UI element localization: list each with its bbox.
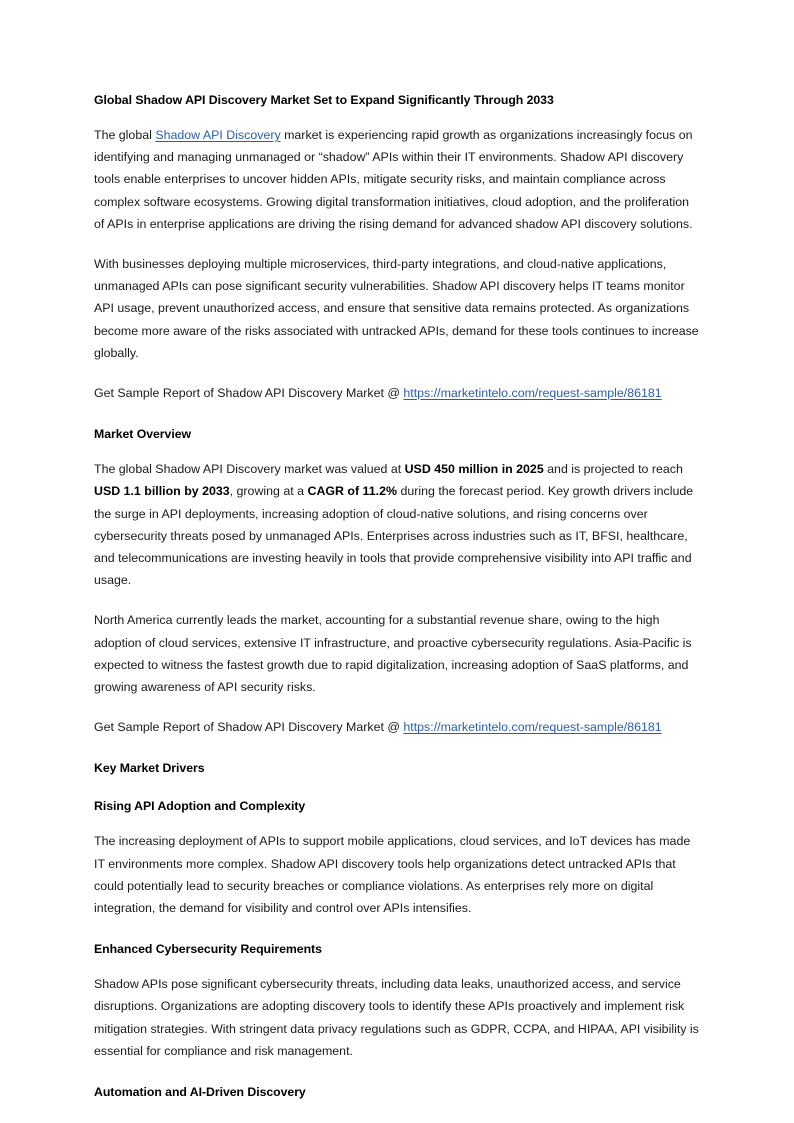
intro-paragraph-1 [94,124,700,235]
overview-run-d: , growing at a [229,484,308,499]
overview-run-a: The global Shadow API Discovery market was valued at [94,462,405,477]
market-overview-paragraph-2: North America currently leads the market, accounting for a substantial revenue share, owing to the high adoption of cloud services, extensive IT infrastructure, and proactive cybersecurity regulations. Asia-Pacific is expected to witness the fastest growth due to rapid digitalization, increasing adoption of SaaS platforms, and growing awareness of API security risks. [94,613,692,695]
driver-2-paragraph: Shadow APIs pose significant cybersecurity threats, including data leaks, unauthorized access, and service disruptions. Organizations are adopting discovery tools to identify these APIs proactively and implement risk mitigation strategies. With stringent data privacy regulations such as GDPR, CCPA, and HIPAA, API visibility is essential for compliance and risk management. [94,977,699,1058]
intro-paragraph-2: With businesses deploying multiple microservices, third-party integrations, and cloud-native applications, unmanaged APIs can pose significant security vulnerabilities. Shadow API discovery helps IT teams monitor API usage, prevent unauthorized access, and ensure that sensitive data remains protected. As organizations become more aware of the risks associated with untracked APIs, demand for these tools continues to increase globally. [94,257,699,360]
market-value-2033: USD 1.1 billion by 2033 [94,484,230,499]
sample-report-cta-2-text: Get Sample Report of Shadow API Discovery Market @ [94,720,404,735]
sample-report-cta-2 [94,716,700,738]
market-overview-heading: Market Overview [94,427,191,442]
market-cagr: CAGR of 11.2% [307,484,398,499]
document-body [94,92,700,1100]
driver-2-heading: Enhanced Cybersecurity Requirements [94,942,322,957]
page-title [94,92,700,108]
driver-1-heading: Rising API Adoption and Complexity [94,799,306,814]
key-market-drivers-heading: Key Market Drivers [94,761,205,776]
intro-paragraph-1-lead: The global [94,128,156,142]
driver-3-heading: Automation and AI-Driven Discovery [94,1085,306,1100]
overview-run-c: and is projected to reach [543,462,683,477]
sample-report-cta-1 [94,382,700,404]
shadow-api-discovery-link[interactable]: Shadow API Discovery [155,128,281,142]
request-sample-link-1[interactable]: https://marketintelo.com/request-sample/86181 [403,386,662,401]
market-overview-paragraph-1 [94,458,700,591]
page-title-text: Global Shadow API Discovery Market Set to Expand Significantly Through 2033 [94,93,554,107]
market-value-2025: USD 450 million in 2025 [404,462,544,477]
intro-paragraph-1-rest: market is experiencing rapid growth as organizations increasingly focus on identifying and managing unmanaged or “shadow” APIs within their IT environments. Shadow API discovery tools enable enterprises to uncover hidden APIs, mitigate security risks, and maintain compliance across complex software ecosystems. Growing digital transformation initiatives, cloud adoption, and the proliferation of APIs in enterprise applications are driving the rising demand for advanced shadow API discovery solutions. [94,128,693,231]
request-sample-link-2[interactable]: https://marketintelo.com/request-sample/86181 [403,720,662,735]
overview-run-e: during the forecast period. Key growth drivers include the surge in API deployments, increasing adoption of cloud-native solutions, and rising concerns over cybersecurity threats posed by unmanaged APIs. Enterprises across industries such as IT, BFSI, healthcare, and telecommunications are investing heavily in tools that provide comprehensive visibility into API traffic and usage. [94,484,694,588]
driver-1-paragraph: The increasing deployment of APIs to support mobile applications, cloud services, and IoT devices has made IT environments more complex. Shadow API discovery tools help organizations detect untracked APIs that could potentially lead to security breaches or compliance violations. As enterprises rely more on digital integration, the demand for visibility and control over APIs intensifies. [94,834,691,916]
sample-report-cta-1-text: Get Sample Report of Shadow API Discovery Market @ [94,386,404,401]
